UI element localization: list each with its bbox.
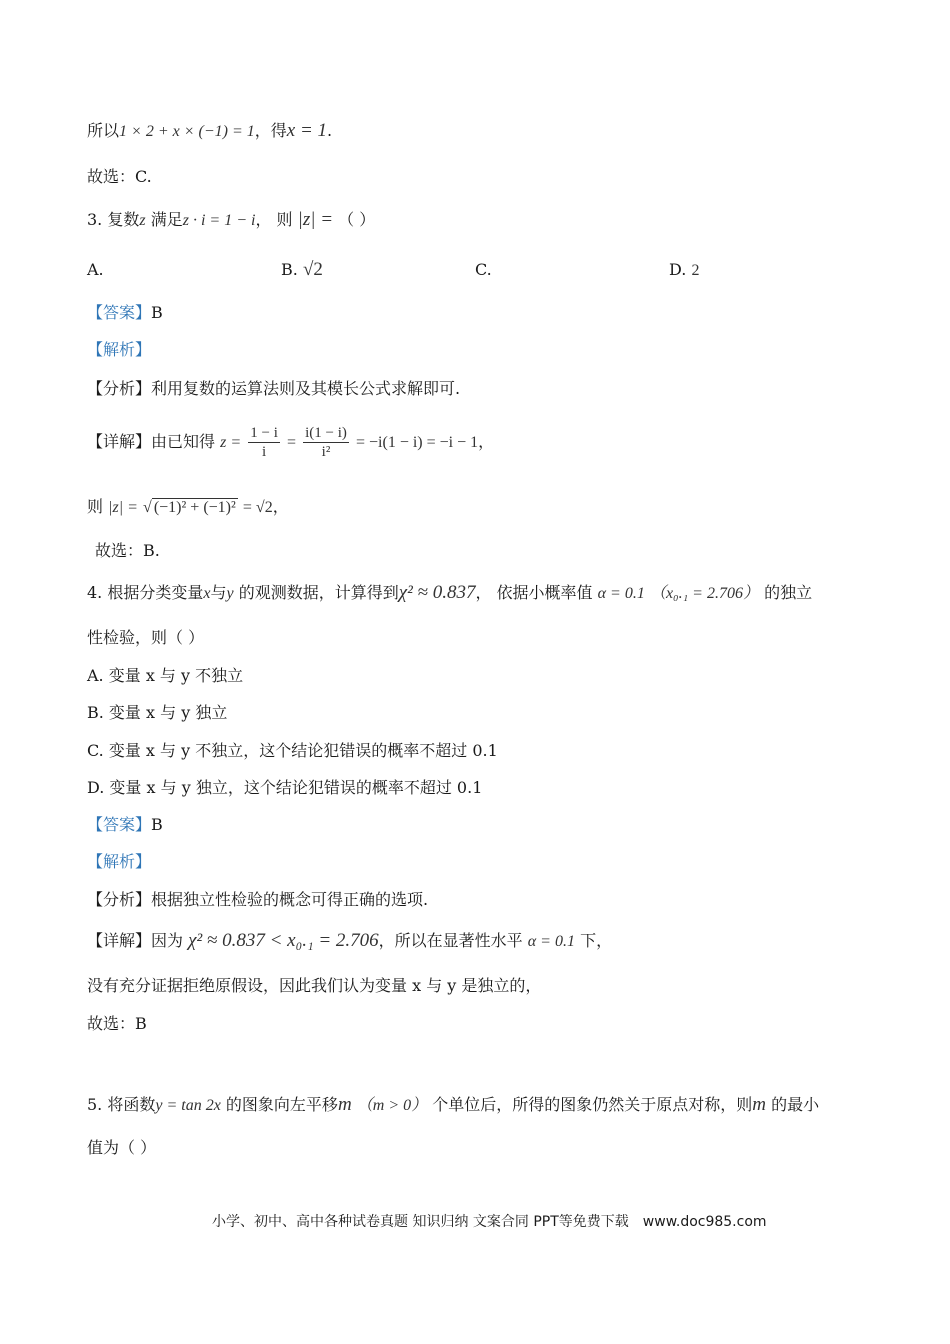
q3-stem bbox=[87, 209, 375, 232]
alpha: α = 0.1 bbox=[527, 933, 575, 950]
text: ， bbox=[272, 497, 289, 516]
q5-stem bbox=[87, 1094, 819, 1117]
footer-url[interactable]: www.doc985.com bbox=[642, 1214, 767, 1230]
text: ， 依据小概率值 bbox=[475, 583, 593, 602]
result: = −i(1 − i) = −i − 1 bbox=[356, 434, 479, 451]
xiangjie-tag: 【详解】 bbox=[87, 931, 152, 950]
question-number: 3. bbox=[87, 210, 103, 229]
var-m: m bbox=[752, 1094, 766, 1115]
answer-value: B bbox=[151, 815, 163, 834]
function: y = tan 2x bbox=[155, 1097, 221, 1114]
answer-tag: 【答案】 bbox=[87, 815, 152, 834]
result: x = 1 bbox=[286, 120, 328, 141]
q5-stem-2: 值为（ ） bbox=[87, 1138, 157, 1157]
q4-option-d: D. 变量 x 与 y 独立，这个结论犯错误的概率不超过 0.1 bbox=[87, 778, 483, 797]
text: 满足 bbox=[150, 210, 183, 229]
text: 个单位后，所得的图象仍然关于原点对称，则 bbox=[432, 1095, 753, 1114]
expression: χ² ≈ 0.837 < x₀.₁ = 2.706 bbox=[188, 930, 379, 951]
q4-answer bbox=[87, 814, 163, 836]
option-value: √2 bbox=[302, 259, 323, 280]
q4-option-c: C. 变量 x 与 y 不独立，这个结论犯错误的概率不超过 0.1 bbox=[87, 741, 498, 760]
text: 的观测数据，计算得到 bbox=[238, 583, 399, 602]
q4-stem bbox=[87, 582, 812, 605]
text: ，得 bbox=[254, 121, 287, 140]
fenxi-text: 根据独立性检验的概念可得正确的选项. bbox=[151, 890, 429, 909]
q4-stem-2: 性检验，则（ ） bbox=[87, 628, 205, 647]
chi-square: χ² ≈ 0.837 bbox=[398, 582, 476, 603]
condition: z · i = 1 − i bbox=[182, 212, 256, 229]
alpha: α = 0.1 bbox=[597, 585, 645, 602]
numerator: 1 − i bbox=[250, 425, 278, 441]
denominator: i² bbox=[321, 444, 331, 460]
text: 下， bbox=[580, 931, 613, 950]
q3-answer bbox=[87, 302, 163, 324]
var-m: m bbox=[337, 1094, 352, 1115]
text: 因为 bbox=[151, 931, 184, 950]
q4-option-b: B. 变量 x 与 y 独立 bbox=[87, 703, 228, 722]
blank: （ ） bbox=[338, 210, 376, 229]
prev-line-1 bbox=[87, 120, 332, 143]
text: 所以 bbox=[87, 121, 120, 140]
text: 的最小 bbox=[771, 1095, 820, 1114]
text: . bbox=[327, 121, 333, 140]
prev-choice: 故选：C. bbox=[87, 167, 152, 186]
fenxi-tag: 【分析】 bbox=[87, 890, 152, 909]
option-label: B. bbox=[281, 260, 298, 279]
text: 复数 bbox=[107, 210, 140, 229]
z-eq: z = bbox=[220, 434, 242, 451]
numerator: i(1 − i) bbox=[305, 425, 347, 441]
q3-choose: 故选：B. bbox=[95, 541, 160, 560]
sqrt-body: (−1)² + (−1)² bbox=[153, 499, 236, 516]
abs-z: |z| = bbox=[297, 209, 334, 230]
question-number: 5. bbox=[87, 1095, 103, 1114]
q3-option-a bbox=[87, 259, 104, 282]
text: ， bbox=[478, 432, 495, 451]
q3-option-b bbox=[281, 259, 323, 281]
option-label: C. bbox=[475, 260, 492, 279]
abs-expr: |z| = bbox=[108, 499, 138, 516]
q3-xiangjie bbox=[87, 420, 494, 465]
question-number: 4. bbox=[87, 583, 103, 602]
var-z: z bbox=[139, 212, 146, 229]
q4-choose: 故选：B bbox=[87, 1014, 147, 1033]
fraction-2 bbox=[303, 424, 349, 461]
q3-option-c bbox=[475, 259, 492, 282]
q3-option-d bbox=[669, 259, 699, 282]
q4-xiangjie bbox=[87, 930, 612, 953]
text: ，所以在显著性水平 bbox=[378, 931, 523, 950]
q4-fenxi bbox=[87, 889, 428, 911]
q3-fenxi bbox=[87, 378, 460, 400]
equals: = bbox=[286, 434, 297, 451]
text: 的图象向左平移 bbox=[225, 1095, 338, 1114]
sqrt: √ (−1)² + (−1)² bbox=[143, 499, 236, 516]
footer-text: 小学、初中、高中各种试卷真题 知识归纳 文案合同 PPT等免费下载 bbox=[212, 1214, 629, 1230]
text: 的独立 bbox=[764, 583, 813, 602]
text: ， 则 bbox=[255, 210, 293, 229]
critical-value: （x₀.₁ = 2.706） bbox=[649, 585, 759, 602]
q4-option-a: A. 变量 x 与 y 不独立 bbox=[87, 666, 244, 685]
var-y: y bbox=[226, 585, 234, 602]
option-value: 2 bbox=[691, 262, 700, 279]
q3-modulus bbox=[87, 492, 289, 523]
equation: 1 × 2 + x × (−1) = 1 bbox=[119, 123, 255, 140]
answer-tag: 【答案】 bbox=[87, 303, 152, 322]
fraction-1 bbox=[248, 424, 280, 461]
denominator: i bbox=[261, 444, 267, 460]
q4-conclusion: 没有充分证据拒绝原假设，因此我们认为变量 x 与 y 是独立的， bbox=[87, 976, 542, 995]
text: 根据分类变量 bbox=[107, 583, 204, 602]
var-x: x bbox=[203, 585, 211, 602]
fenxi-tag: 【分析】 bbox=[87, 379, 152, 398]
text: 由已知得 bbox=[151, 432, 216, 451]
text: 则 bbox=[87, 497, 104, 516]
text: 将函数 bbox=[107, 1095, 156, 1114]
result: = √2 bbox=[242, 499, 273, 516]
condition: （m > 0） bbox=[356, 1097, 428, 1114]
fenxi-text: 利用复数的运算法则及其模长公式求解即可. bbox=[151, 379, 461, 398]
q3-jiexi: 【解析】 bbox=[87, 340, 152, 359]
answer-value: B bbox=[151, 303, 163, 322]
q4-jiexi: 【解析】 bbox=[87, 852, 152, 871]
option-label: D. bbox=[669, 260, 687, 279]
footer bbox=[212, 1212, 767, 1232]
text: 与 bbox=[210, 583, 227, 602]
xiangjie-tag: 【详解】 bbox=[87, 432, 152, 451]
option-label: A. bbox=[87, 260, 104, 279]
